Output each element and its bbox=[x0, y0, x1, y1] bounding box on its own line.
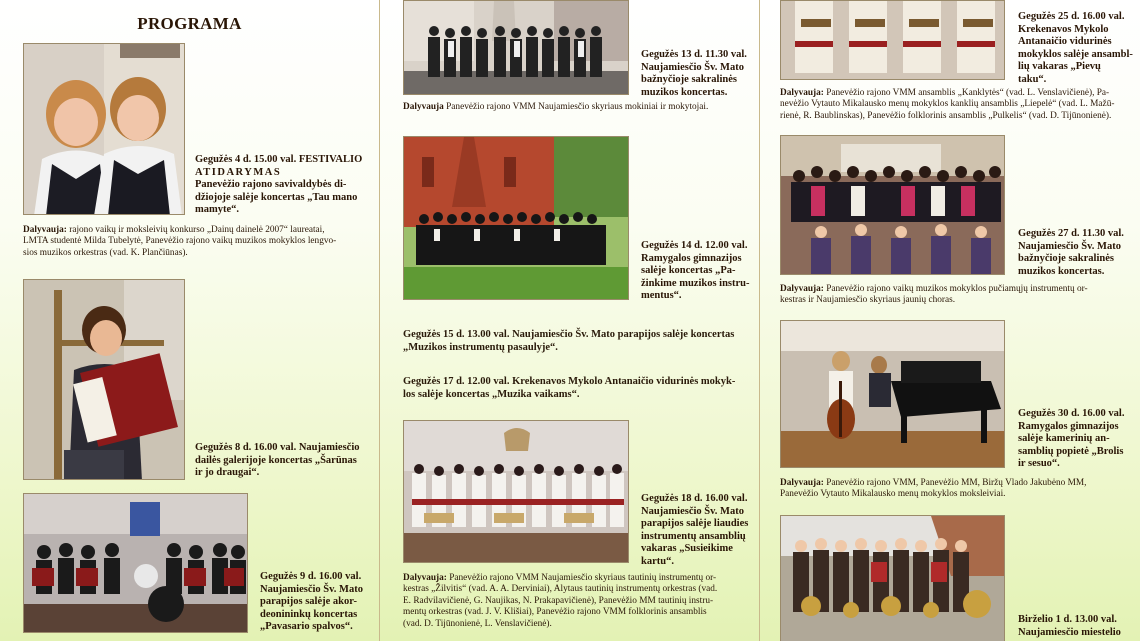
event-may27-line1: Gegužės 27 d. 11.30 val. bbox=[1018, 228, 1124, 239]
participants-line1: Panevėžio rajono VMM Naujamiesčio skyriaus tautinių instrumentų or- bbox=[446, 573, 717, 583]
participants-label: Dalyvauja: bbox=[780, 284, 824, 294]
event-may9-caption bbox=[260, 571, 375, 634]
participants-line1: Panevėžio rajono VMM Naujamiesčio skyriaus mokiniai ir mokytojai. bbox=[443, 102, 709, 112]
photo-accordion-ensemble bbox=[23, 493, 248, 633]
event-may30-line3: salėje kamerinių an- bbox=[1018, 433, 1110, 445]
event-may30-participants bbox=[780, 478, 1136, 501]
event-may18-line5: vakaras „Susieikime bbox=[641, 543, 733, 555]
participants-label: Dalyvauja: bbox=[780, 88, 824, 98]
participants-label: Dalyvauja: bbox=[780, 478, 824, 488]
participants-line1: Panevėžio rajono VMM ansamblis „Kanklytės“ (vad. L. Venslavičienė), Pa- bbox=[823, 88, 1110, 98]
program-column-3 bbox=[760, 0, 1140, 641]
event-may30-line2: Ramygalos gimnazijos bbox=[1018, 420, 1119, 432]
program-column-1 bbox=[0, 0, 379, 641]
event-may18-line1: Gegužės 18 d. 16.00 val. bbox=[641, 493, 748, 504]
event-may25-line2: Krekenavos Mykolo bbox=[1018, 23, 1109, 35]
event-may18-line2: Naujamiesčio Šv. Mato bbox=[641, 505, 744, 517]
event-may14-caption bbox=[641, 240, 756, 303]
event-may27-participants bbox=[780, 284, 1136, 307]
event-may4-line2: ATIDARYMAS bbox=[195, 166, 282, 178]
event-may13-caption bbox=[641, 49, 756, 99]
event-may25-line4: mokyklos salėje ansambl- bbox=[1018, 48, 1133, 60]
event-may8-line1: Gegužės 8 d. 16.00 val. Naujamiesčio bbox=[195, 442, 360, 453]
photo-church-group-image bbox=[404, 1, 629, 95]
photo-gymnasium-students bbox=[403, 136, 629, 300]
event-may18-line4: instrumentų ansamblių bbox=[641, 530, 746, 542]
event-may30-line1: Gegužės 30 d. 16.00 val. bbox=[1018, 408, 1125, 419]
event-may4-line1: Gegužės 4 d. 15.00 val. FESTIVALIO bbox=[195, 154, 363, 165]
event-may4-line4: džiojoje salėje koncertas „Tau mano bbox=[195, 191, 358, 203]
participants-label: Dalyvauja: bbox=[23, 225, 67, 235]
participants-line2: nevėžio Vytauto Mikalausko menų mokyklos kanklių ansamblis „Liepelė“ (vad. L. Mažū- bbox=[780, 99, 1115, 110]
event-may27-caption bbox=[1018, 228, 1136, 278]
event-jun1-caption bbox=[1018, 614, 1136, 639]
event-may18-participants bbox=[403, 573, 755, 630]
event-may17 bbox=[403, 376, 755, 401]
participants-line2: kestras ir Naujamiesčio skyriaus jaunių choras. bbox=[780, 295, 956, 306]
event-may4-participants bbox=[23, 225, 373, 259]
event-may15-line2: „Muzikos instrumentų pasaulyje“. bbox=[403, 341, 558, 353]
event-may27-line4: muzikos koncertas. bbox=[1018, 265, 1105, 277]
photo-kankles-ensemble-image bbox=[781, 1, 1005, 80]
event-may18-line3: parapijos salėje liaudies bbox=[641, 518, 749, 530]
event-may15 bbox=[403, 329, 755, 354]
event-may18-line6: kartu“. bbox=[641, 555, 674, 567]
participants-line1: rajono vaikų ir moksleivių konkurso „Dainų dainelė 2007“ laureatai, bbox=[66, 225, 325, 235]
event-may14-line4: žinkime muzikos instru- bbox=[641, 277, 750, 289]
event-may25-line6: taku“. bbox=[1018, 73, 1047, 85]
event-may25-caption bbox=[1018, 11, 1136, 87]
photo-folk-ensemble bbox=[403, 420, 629, 563]
event-may9-line5: „Pavasario spalvos“. bbox=[260, 621, 353, 633]
event-may9-line1: Gegužės 9 d. 16.00 val. bbox=[260, 571, 362, 582]
event-may9-line2: Naujamiesčio Šv. Mato bbox=[260, 583, 363, 595]
event-may15-line1: Gegužės 15 d. 13.00 val. Naujamiesčio Šv. Mato parapijos salėje koncertas bbox=[403, 329, 735, 340]
event-may27-line2: Naujamiesčio Šv. Mato bbox=[1018, 240, 1121, 252]
event-may14-line5: mentus“. bbox=[641, 290, 682, 302]
event-may4-line3: Panevėžio rajono savivaldybės di- bbox=[195, 179, 347, 191]
event-jun1-line1: Birželio 1 d. 13.00 val. bbox=[1018, 614, 1117, 625]
participants-line1: Panevėžio rajono VMM, Panevėžio MM, Biržų Vlado Jakubėno MM, bbox=[823, 478, 1087, 488]
event-may30-line4: samblių popietė „Brolis bbox=[1018, 445, 1124, 457]
photo-brass-band-image bbox=[781, 516, 1005, 641]
event-may9-line3: parapijos salėje akor- bbox=[260, 596, 358, 608]
participants-line4: mentų orkestras (vad. J. V. Klišiai), Panevėžio rajono VMM folklorinis ansamblis bbox=[403, 607, 707, 618]
event-may8-line3: ir jo draugai“. bbox=[195, 467, 260, 479]
event-may4-caption bbox=[195, 154, 370, 217]
event-may9-line4: deonininkų koncertas bbox=[260, 608, 358, 620]
event-may13-line1: Gegužės 13 d. 11.30 val. bbox=[641, 49, 747, 60]
event-may17-line2: los salėje koncertas „Muzika vaikams“. bbox=[403, 388, 580, 400]
photo-two-girls bbox=[23, 43, 185, 215]
event-may14-line2: Ramygalos gimnazijos bbox=[641, 252, 742, 264]
photo-gymnasium-students-image bbox=[404, 137, 629, 300]
photo-accordion-player bbox=[23, 279, 185, 480]
program-title: PROGRAMA bbox=[137, 14, 242, 33]
event-may8-line2: dailės galerijoje koncertas „Šarūnas bbox=[195, 454, 357, 466]
event-may14-line3: salėje koncertas „Pa- bbox=[641, 265, 736, 277]
event-may8-caption bbox=[195, 442, 370, 480]
participants-line3: rienė, R. Baublinskas), Panevėžio folklorinis ansamblis „Pulkelis“ (vad. D. Tijūnonienė). bbox=[780, 110, 1112, 121]
event-may25-line5: lių vakaras „Pievų bbox=[1018, 61, 1101, 73]
event-may13-participants bbox=[403, 102, 753, 113]
event-may27-line3: bažnyčioje sakralinės bbox=[1018, 253, 1114, 265]
photo-youth-choir-image bbox=[781, 136, 1005, 275]
photo-cello-piano bbox=[780, 320, 1005, 468]
photo-folk-ensemble-image bbox=[404, 421, 629, 563]
photo-kankles-ensemble bbox=[780, 0, 1005, 80]
photo-youth-choir bbox=[780, 135, 1005, 275]
event-may13-line2: Naujamiesčio Šv. Mato bbox=[641, 61, 744, 73]
participants-line5: (vad. D. Tijūnonienė, L. Venslavičienė). bbox=[403, 618, 552, 629]
participants-line2: Panevėžio Vytauto Mikalausko menų mokyklos moksleiviai. bbox=[780, 489, 1006, 500]
photo-two-girls-image bbox=[24, 44, 185, 215]
photo-accordion-ensemble-image bbox=[24, 494, 248, 633]
event-may17-line1: Gegužės 17 d. 12.00 val. Krekenavos Mykolo Antanaičio vidurinės mokyk- bbox=[403, 376, 736, 387]
participants-label: Dalyvauja bbox=[403, 102, 444, 112]
event-may25-line1: Gegužės 25 d. 16.00 val. bbox=[1018, 11, 1125, 22]
event-may30-caption bbox=[1018, 408, 1136, 471]
participants-line1: Panevėžio rajono vaikų muzikos mokyklos pučiamųjų instrumentų or- bbox=[823, 284, 1088, 294]
participants-line3: sios muzikos orkestras (vad. K. Plančiūnas). bbox=[23, 247, 188, 258]
participants-label: Dalyvauja: bbox=[403, 573, 447, 583]
event-may30-line5: ir sesuo“. bbox=[1018, 458, 1060, 470]
event-may4-line5: mamyte“. bbox=[195, 204, 240, 216]
photo-cello-piano-image bbox=[781, 321, 1005, 468]
participants-line2: LMTA studentė Milda Tubelytė, Panevėžio rajono vaikų muzikos mokyklos lengvo- bbox=[23, 236, 337, 247]
event-may13-line4: muzikos koncertas. bbox=[641, 86, 728, 98]
event-jun1-line2: Naujamiesčio miestelio bbox=[1018, 626, 1121, 638]
photo-church-group bbox=[403, 0, 629, 95]
photo-brass-band bbox=[780, 515, 1005, 641]
program-column-2 bbox=[380, 0, 759, 641]
participants-line2: kestras „Žilvitis“ (vad. A. A. Derviniai), Alytaus tautinių instrumentų orkestras (vad. bbox=[403, 584, 718, 595]
event-may25-line3: Antanaičio vidurinės bbox=[1018, 36, 1112, 48]
event-may18-caption bbox=[641, 493, 756, 569]
event-may13-line3: bažnyčioje sakralinės bbox=[641, 74, 737, 86]
photo-accordion-player-image bbox=[24, 280, 185, 480]
participants-line3: E. Radvilavičienė, G. Naujikas, N. Prakapavičienė), Panevėžio MM tautinių instru- bbox=[403, 595, 714, 606]
event-may25-participants bbox=[780, 88, 1136, 122]
event-may14-line1: Gegužės 14 d. 12.00 val. bbox=[641, 240, 748, 251]
